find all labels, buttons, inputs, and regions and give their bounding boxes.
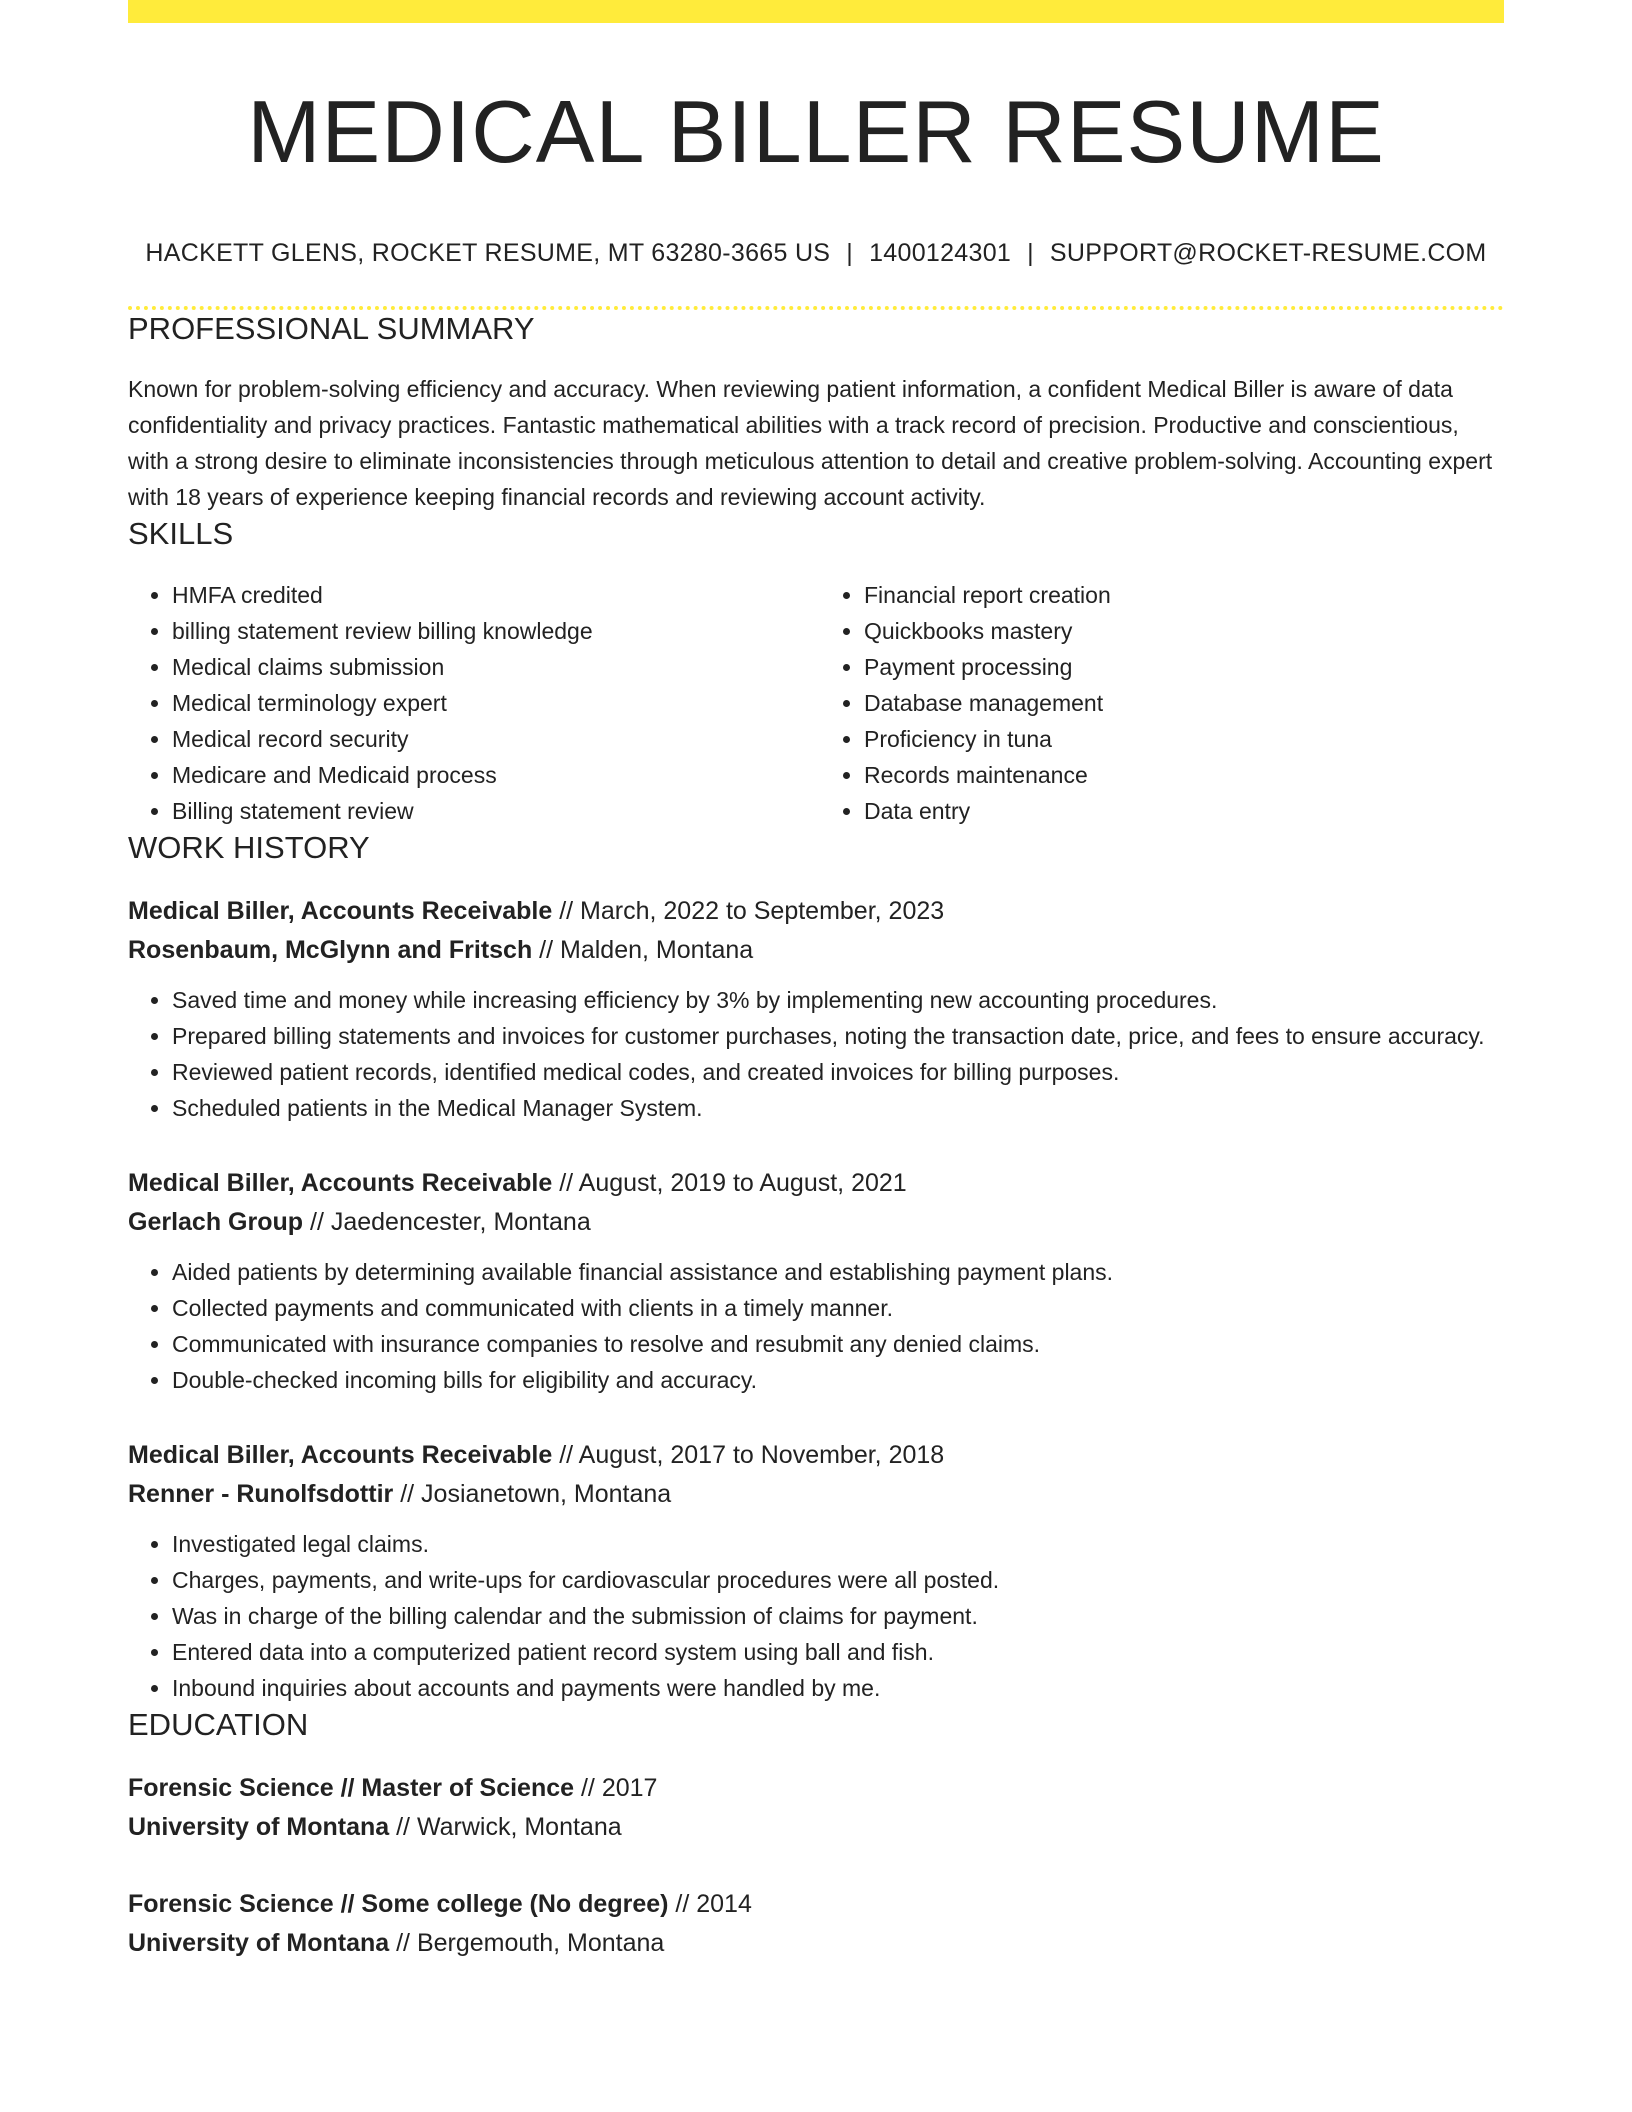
- job-company-line: [128, 1475, 1504, 1514]
- school: University of Montana: [128, 1928, 390, 1957]
- degree: Forensic Science // Some college (No degree): [128, 1889, 669, 1918]
- contact-separator: |: [1027, 239, 1034, 268]
- job-company: Gerlach Group: [128, 1207, 304, 1236]
- job-bullet: • Collected payments and communicated with clients in a timely manner.: [172, 1290, 1504, 1326]
- contact-phone: 1400124301: [869, 239, 1012, 268]
- skill-item: • Medical claims submission: [172, 649, 812, 685]
- job-entry: [128, 892, 1504, 1126]
- contact-email: SUPPORT@ROCKET-RESUME.COM: [1049, 239, 1487, 268]
- skills-column-left: [128, 577, 812, 829]
- job-company: Rosenbaum, McGlynn and Fritsch: [128, 935, 533, 964]
- job-bullet: • Was in charge of the billing calendar and the submission of claims for payment.: [172, 1598, 1504, 1634]
- resume-title: MEDICAL BILLER RESUME: [247, 82, 1385, 181]
- job-bullets: [128, 982, 1504, 1126]
- job-title-line: [128, 1436, 1504, 1475]
- skill-item: • Medicare and Medicaid process: [172, 757, 812, 793]
- job-company-line: [128, 931, 1504, 970]
- school-line: [128, 1808, 1504, 1847]
- skill-item: • Database management: [864, 685, 1504, 721]
- school-location: // Warwick, Montana: [389, 1812, 622, 1841]
- job-dates: // August, 2017 to November, 2018: [552, 1440, 945, 1469]
- job-company: Renner - Runolfsdottir: [128, 1479, 394, 1508]
- school-location: // Bergemouth, Montana: [389, 1928, 665, 1957]
- job-bullet: • Reviewed patient records, identified medical codes, and created invoices for billing purposes.: [172, 1054, 1504, 1090]
- job-bullet: • Aided patients by determining available financial assistance and establishing payment plans.: [172, 1254, 1504, 1290]
- job-title-line: [128, 892, 1504, 931]
- job-bullets: [128, 1254, 1504, 1398]
- job-bullet: • Saved time and money while increasing efficiency by 3% by implementing new accounting procedures.: [172, 982, 1504, 1018]
- job-entry: [128, 1436, 1504, 1706]
- job-bullets: [128, 1526, 1504, 1706]
- job-company-line: [128, 1203, 1504, 1242]
- job-bullet: • Communicated with insurance companies to resolve and resubmit any denied claims.: [172, 1326, 1504, 1362]
- skills-heading: SKILLS: [128, 516, 234, 552]
- degree-year: // 2017: [574, 1773, 658, 1802]
- summary-text: Known for problem-solving efficiency and accuracy. When reviewing patient information, a confident Medical Biller is aware of data confidentiality and privacy practices. Fantastic mathematical abilities with a track record of precision. Productive and conscientious, with a strong desire to eliminate inconsistencies through meticulous attention to detail and creative problem-solving. Accounting expert with 18 years of experience keeping financial records and reviewing account activity.: [128, 376, 1493, 511]
- job-bullet: • Charges, payments, and write-ups for cardiovascular procedures were all posted.: [172, 1562, 1504, 1598]
- school: University of Montana: [128, 1812, 390, 1841]
- degree-line: [128, 1769, 1504, 1808]
- skill-item: • Payment processing: [864, 649, 1504, 685]
- job-bullet: • Entered data into a computerized patient record system using ball and fish.: [172, 1634, 1504, 1670]
- skills-list: [128, 577, 1504, 829]
- skill-item: • Medical terminology expert: [172, 685, 812, 721]
- job-title: Medical Biller, Accounts Receivable: [128, 896, 553, 925]
- job-entry: [128, 1164, 1504, 1398]
- job-title-line: [128, 1164, 1504, 1203]
- accent-top-bar: [128, 0, 1504, 23]
- job-bullet: • Inbound inquiries about accounts and payments were handled by me.: [172, 1670, 1504, 1706]
- job-bullet: • Investigated legal claims.: [172, 1526, 1504, 1562]
- job-location: // Jaedencester, Montana: [303, 1207, 591, 1236]
- skill-item: • Medical record security: [172, 721, 812, 757]
- summary-heading: PROFESSIONAL SUMMARY: [128, 311, 535, 347]
- job-location: // Josianetown, Montana: [393, 1479, 672, 1508]
- job-title: Medical Biller, Accounts Receivable: [128, 1168, 553, 1197]
- skill-item: • Billing statement review: [172, 793, 812, 829]
- education-entry: [128, 1885, 1504, 1963]
- degree: Forensic Science // Master of Science: [128, 1773, 575, 1802]
- school-line: [128, 1924, 1504, 1963]
- work-history-heading: WORK HISTORY: [128, 829, 370, 865]
- contact-separator: |: [846, 239, 854, 268]
- contact-address: HACKETT GLENS, ROCKET RESUME, MT 63280-3665 US: [145, 239, 831, 268]
- job-bullet: • Prepared billing statements and invoices for customer purchases, noting the transaction date, price, and fees to ensure accuracy.: [172, 1018, 1504, 1054]
- contact-line: [128, 238, 1504, 268]
- education-entry: [128, 1769, 1504, 1847]
- skill-item: • Data entry: [864, 793, 1504, 829]
- skill-item: • Proficiency in tuna: [864, 721, 1504, 757]
- degree-year: // 2014: [668, 1889, 752, 1918]
- degree-line: [128, 1885, 1504, 1924]
- skill-item: • HMFA credited: [172, 577, 812, 613]
- education-heading: EDUCATION: [128, 1706, 309, 1742]
- skill-item: • Quickbooks mastery: [864, 613, 1504, 649]
- job-title: Medical Biller, Accounts Receivable: [128, 1440, 553, 1469]
- skill-item: • billing statement review billing knowledge: [172, 613, 812, 649]
- skills-column-right: [812, 577, 1504, 829]
- job-location: // Malden, Montana: [532, 935, 754, 964]
- resume-page: [128, 0, 1504, 1963]
- skill-item: • Financial report creation: [864, 577, 1504, 613]
- job-dates: // August, 2019 to August, 2021: [552, 1168, 907, 1197]
- skill-item: • Records maintenance: [864, 757, 1504, 793]
- job-bullet: • Scheduled patients in the Medical Manager System.: [172, 1090, 1504, 1126]
- job-bullet: • Double-checked incoming bills for eligibility and accuracy.: [172, 1362, 1504, 1398]
- job-dates: // March, 2022 to September, 2023: [552, 896, 945, 925]
